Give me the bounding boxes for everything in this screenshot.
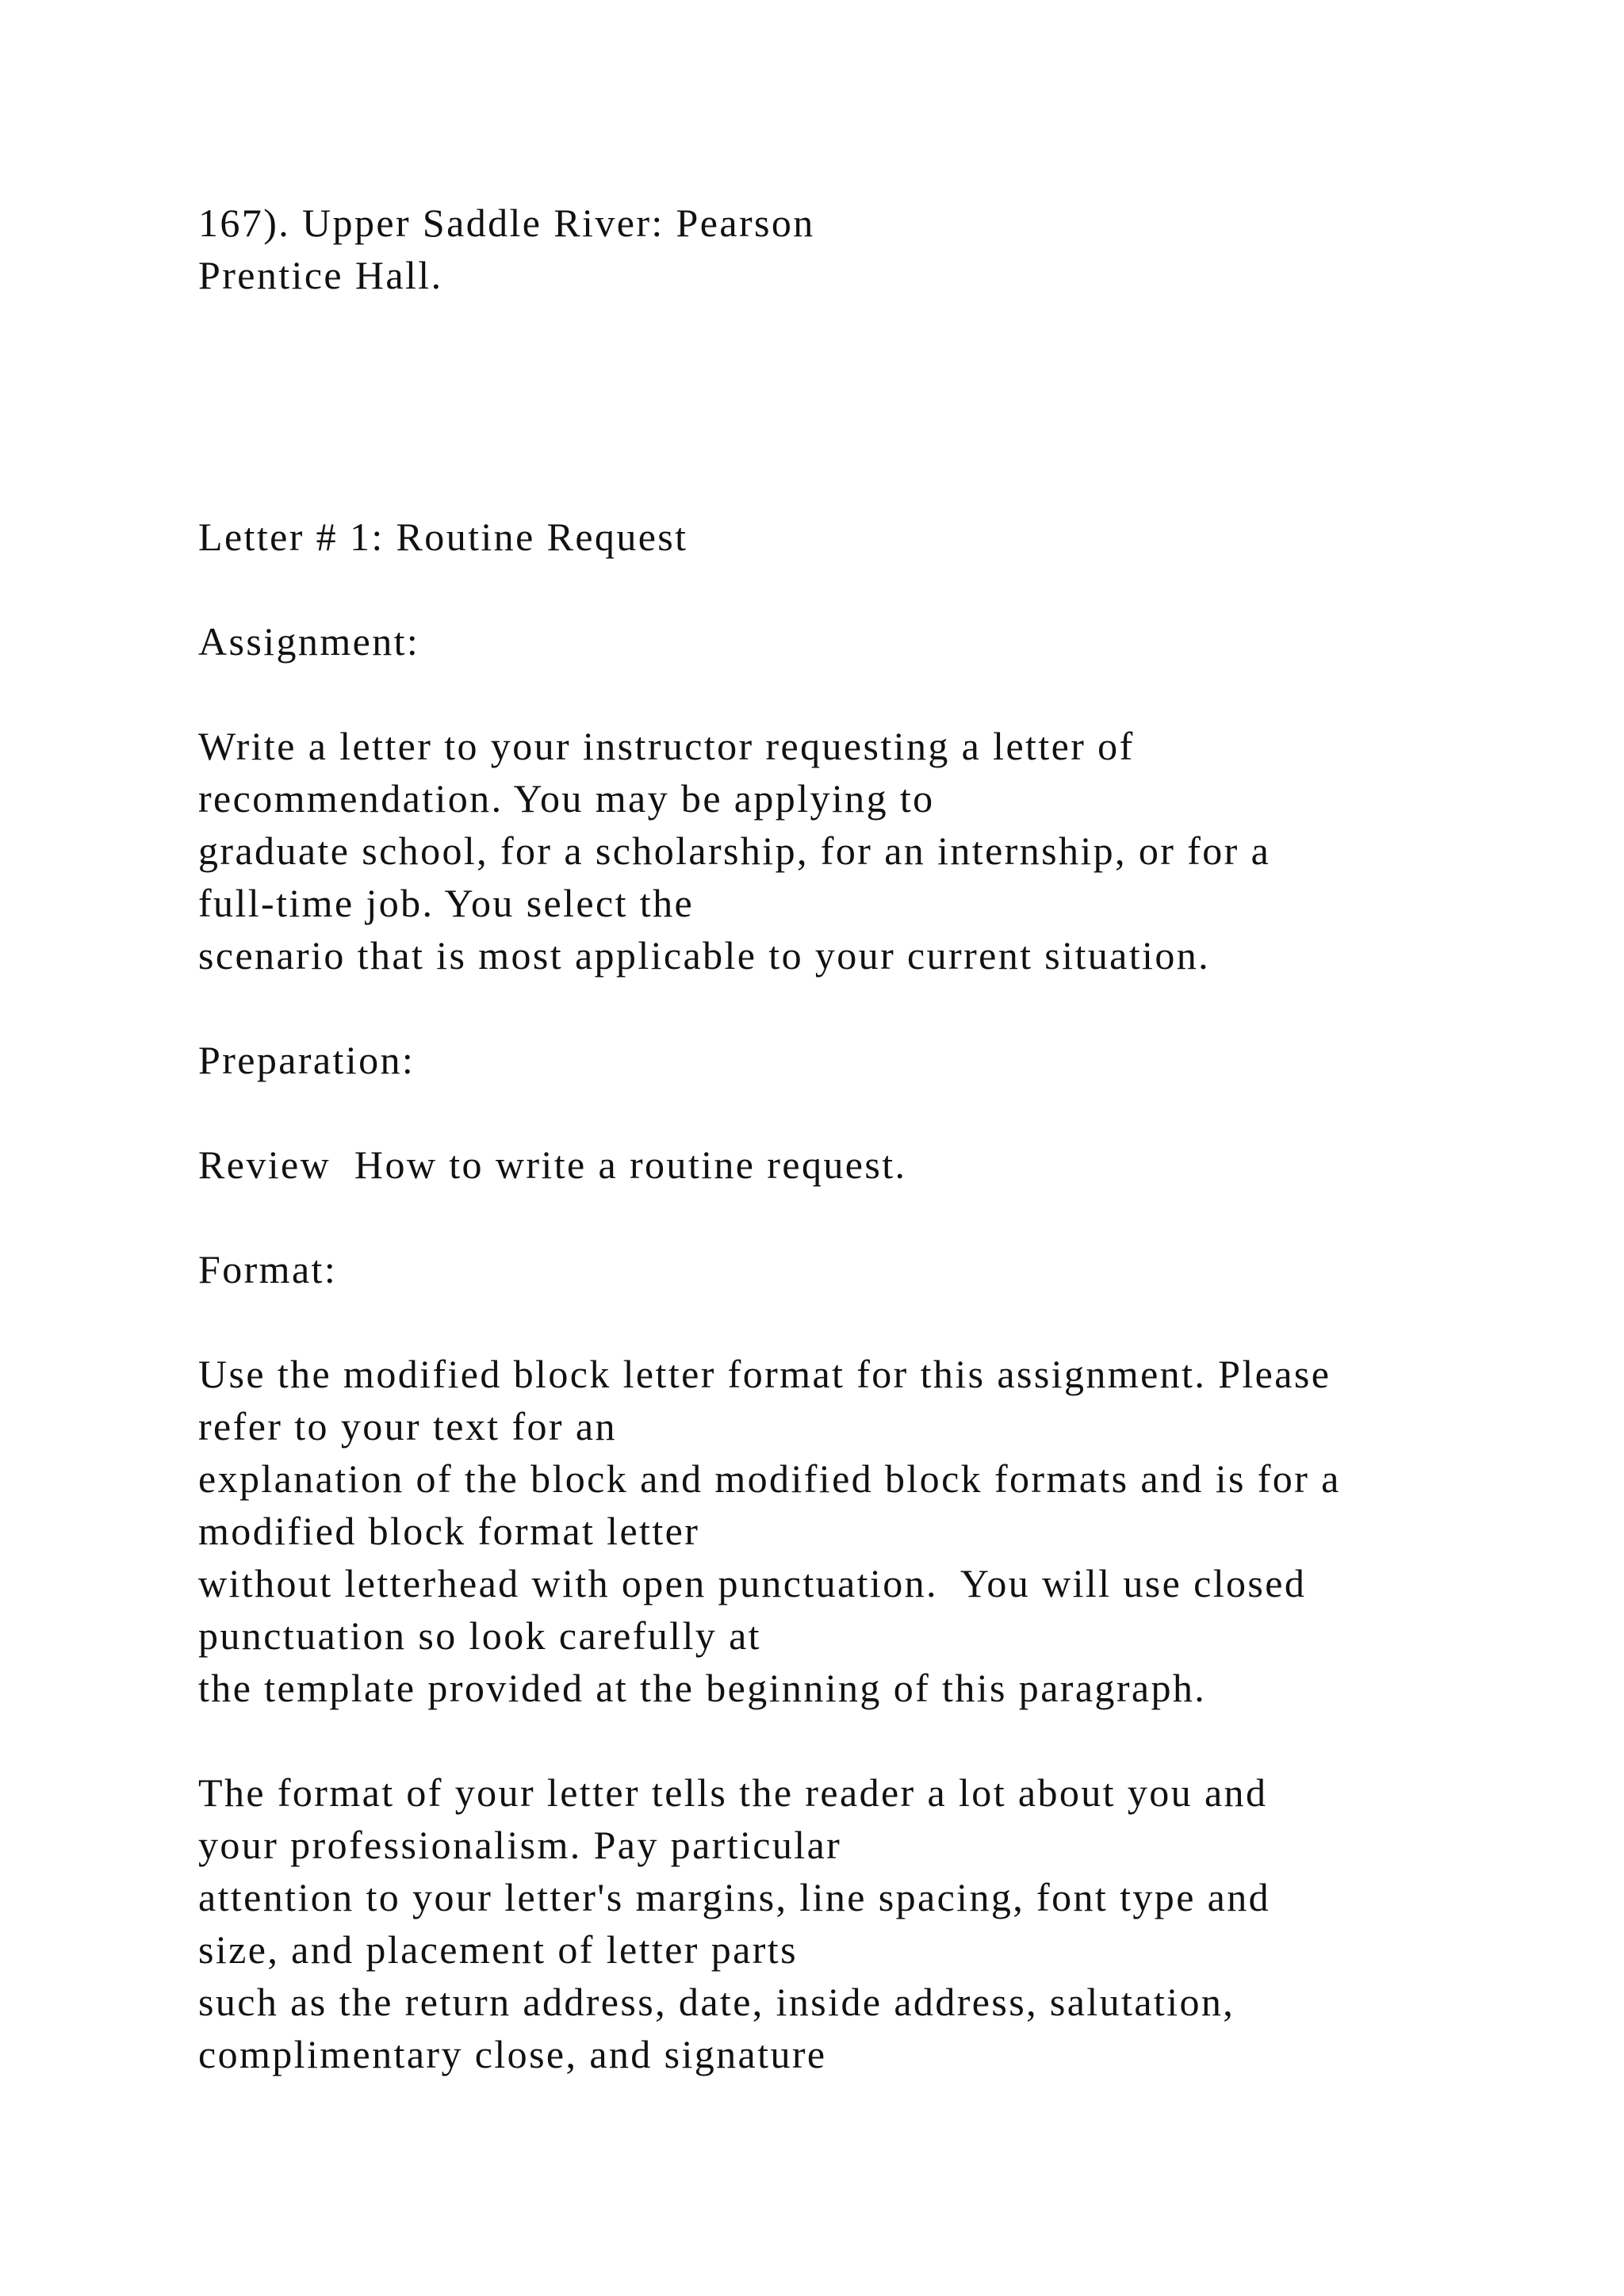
format-paragraph2-line: The format of your letter tells the reader a lot about you and: [198, 1770, 1268, 1815]
assignment-line: full-time job. You select the: [198, 881, 695, 925]
preparation-line: Review How to write a routine request.: [198, 1142, 907, 1187]
assignment-line: recommendation. You may be applying to: [198, 776, 935, 821]
format-paragraph1-line: explanation of the block and modified block formats and is for a: [198, 1456, 1341, 1501]
format-paragraph1-line: punctuation so look carefully at: [198, 1613, 761, 1658]
format-paragraph2-line: complimentary close, and signature: [198, 2032, 827, 2076]
assignment-line: graduate school, for a scholarship, for an internship, or for a: [198, 828, 1271, 873]
format-paragraph1-line: the template provided at the beginning of this paragraph.: [198, 1666, 1207, 1710]
format-paragraph1-line: Use the modified block letter format for this assignment. Please: [198, 1352, 1331, 1396]
format-paragraph1-line: modified block format letter: [198, 1509, 700, 1553]
preparation-heading: Preparation:: [198, 1038, 416, 1082]
format-heading: Format:: [198, 1247, 338, 1292]
spacer: [198, 1191, 1546, 1243]
format-paragraph2-line: attention to your letter's margins, line spacing, font type and: [198, 1875, 1271, 1919]
spacer: [198, 563, 1546, 615]
document-body: [198, 197, 1546, 2080]
format-paragraph1-line: without letterhead with open punctuation. You will use closed: [198, 1561, 1307, 1605]
spacer: [198, 301, 1546, 511]
format-paragraph2-line: such as the return address, date, inside address, salutation,: [198, 1980, 1235, 2024]
assignment-line: Write a letter to your instructor requesting a letter of: [198, 724, 1135, 768]
spacer: [198, 1714, 1546, 1766]
assignment-line: scenario that is most applicable to your current situation.: [198, 933, 1211, 978]
format-paragraph2-line: size, and placement of letter parts: [198, 1927, 798, 1972]
reference-line: Prentice Hall.: [198, 253, 443, 297]
reference-line: 167). Upper Saddle River: Pearson: [198, 201, 815, 245]
assignment-heading: Assignment:: [198, 619, 420, 664]
spacer: [198, 668, 1546, 720]
spacer: [198, 982, 1546, 1034]
format-paragraph1-line: refer to your text for an: [198, 1404, 617, 1448]
letter-title: Letter # 1: Routine Request: [198, 515, 688, 559]
spacer: [198, 1295, 1546, 1348]
format-paragraph2-line: your professionalism. Pay particular: [198, 1823, 842, 1867]
spacer: [198, 1086, 1546, 1138]
